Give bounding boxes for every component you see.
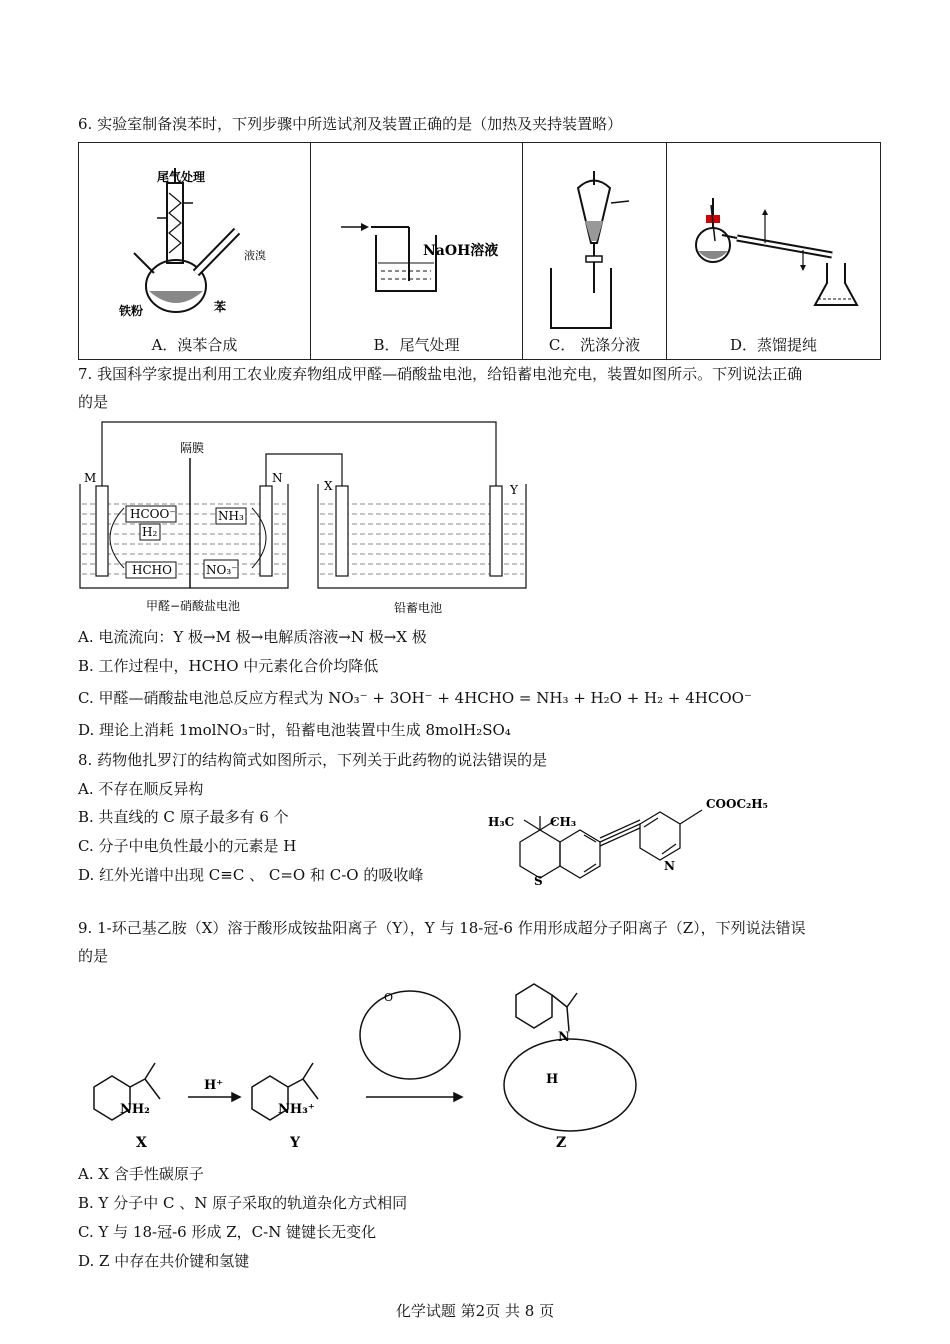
label-no3: NO₃⁻ [206,563,238,577]
label-h-plus: H⁺ [204,1078,224,1093]
q9-option-a: A. X 含手性碳原子 [78,1165,204,1183]
battery-diagram [76,418,536,618]
label-h2: H₂ [142,525,158,539]
label-naoh-solution: NaOH溶液 [423,243,499,259]
q7-option-b: B. 工作过程中，HCHO 中元素化合价均降低 [78,657,379,675]
q7-option-d: D. 理论上消耗 1molNO₃⁻时，铅蓄电池装置中生成 8molH₂SO₄ [78,721,511,739]
q6-cell-c [523,143,667,360]
q9-stem-line2: 的是 [78,947,109,965]
q6-apparatus-table [78,142,881,360]
q6-cell-b [311,143,523,360]
tazarotene-structure [480,782,790,892]
q8-option-b: B. 共直线的 C 原子最多有 6 个 [78,808,289,826]
tail-gas-absorption-diagram [311,143,522,333]
q7-stem-line2: 的是 [78,393,109,411]
label-electrode-m: M [84,471,97,485]
label-lead-acid-battery: 铅蓄电池 [394,601,443,615]
label-methyl-left: H₃C [488,815,515,829]
label-hcho: HCHO [132,563,172,577]
q6-caption-a: A．溴苯合成 [151,336,238,354]
label-y-nh3: NH₃⁺ [278,1102,315,1117]
page-footer: 化学试题 第2页 共 8 页 [395,1302,555,1320]
label-tail-gas: 尾气处理 [157,170,206,184]
label-crown-o: O [384,991,394,1004]
q8-option-d: D. 红外光谱中出现 C≡C 、 C=O 和 C-O 的吸收峰 [78,866,424,884]
label-sulfur: S [534,874,543,888]
q9-stem-line1: 9. 1-环己基乙胺（X）溶于酸形成铵盐阳离子（Y），Y 与 18-冠-6 作用形成超分子阳离子（Z），下列说法错误 [78,919,806,937]
q6-cell-a [79,143,311,360]
label-compound-x: X [136,1135,147,1151]
label-hcoo: HCOO⁻ [130,507,176,521]
distillation-diagram [667,143,880,333]
q6-cell-d [667,143,881,360]
label-x-nh2: NH₂ [120,1102,150,1117]
q9-option-c: C. Y 与 18-冠-6 形成 Z，C-N 键键长无变化 [78,1223,377,1241]
label-nitrogen: N [664,859,675,873]
label-compound-z: Z [556,1135,567,1151]
q7-option-a: A. 电流流向：Y 极→M 极→电解质溶液→N 极→X 极 [78,628,427,646]
label-membrane: 隔膜 [180,441,205,455]
label-liquid-bromine: 液溴 [244,249,266,262]
label-z-h: H [546,1072,559,1087]
label-nh3: NH₃ [218,509,244,523]
label-benzene: 苯 [214,300,227,314]
bromobenzene-synthesis-diagram [79,143,310,333]
label-electrode-y: Y [510,483,518,497]
q6-stem: 6. 实验室制备溴苯时，下列步骤中所选试剂及装置正确的是（加热及夹持装置略） [78,115,623,133]
separatory-funnel-diagram [523,143,666,333]
q8-option-a: A. 不存在顺反异构 [78,780,204,798]
q7-option-c: C. 甲醛—硝酸盐电池总反应方程式为 NO₃⁻ + 3OH⁻ + 4HCHO = NH₃ + H₂O + H₂ + 4HCOO⁻ [78,689,752,707]
label-z-n: N [558,1030,570,1045]
label-left-battery: 甲醛−硝酸盐电池 [146,599,241,613]
q8-option-c: C. 分子中电负性最小的元素是 H [78,837,297,855]
q8-stem: 8. 药物他扎罗汀的结构简式如图所示，下列关于此药物的说法错误的是 [78,751,548,769]
label-electrode-n: N [272,471,283,485]
label-methyl-right: CH₃ [550,815,577,829]
q6-caption-b: B．尾气处理 [373,336,460,354]
label-compound-y: Y [290,1135,300,1151]
q9-option-d: D. Z 中存在共价键和氢键 [78,1252,250,1270]
label-iron-powder: 铁粉 [119,304,144,318]
q9-option-b: B. Y 分子中 C 、N 原子采取的轨道杂化方式相同 [78,1194,408,1212]
crown-ether-scheme [80,975,660,1155]
q7-stem-line1: 7. 我国科学家提出利用工农业废弃物组成甲醛—硝酸盐电池，给铅蓄电池充电，装置如图所示。下列说法正确 [78,365,803,383]
q6-caption-d: D．蒸馏提纯 [729,336,818,354]
label-electrode-x: X [324,479,333,493]
label-ester: COOC₂H₅ [706,797,768,811]
q6-caption-c: C． 洗涤分液 [548,336,641,354]
